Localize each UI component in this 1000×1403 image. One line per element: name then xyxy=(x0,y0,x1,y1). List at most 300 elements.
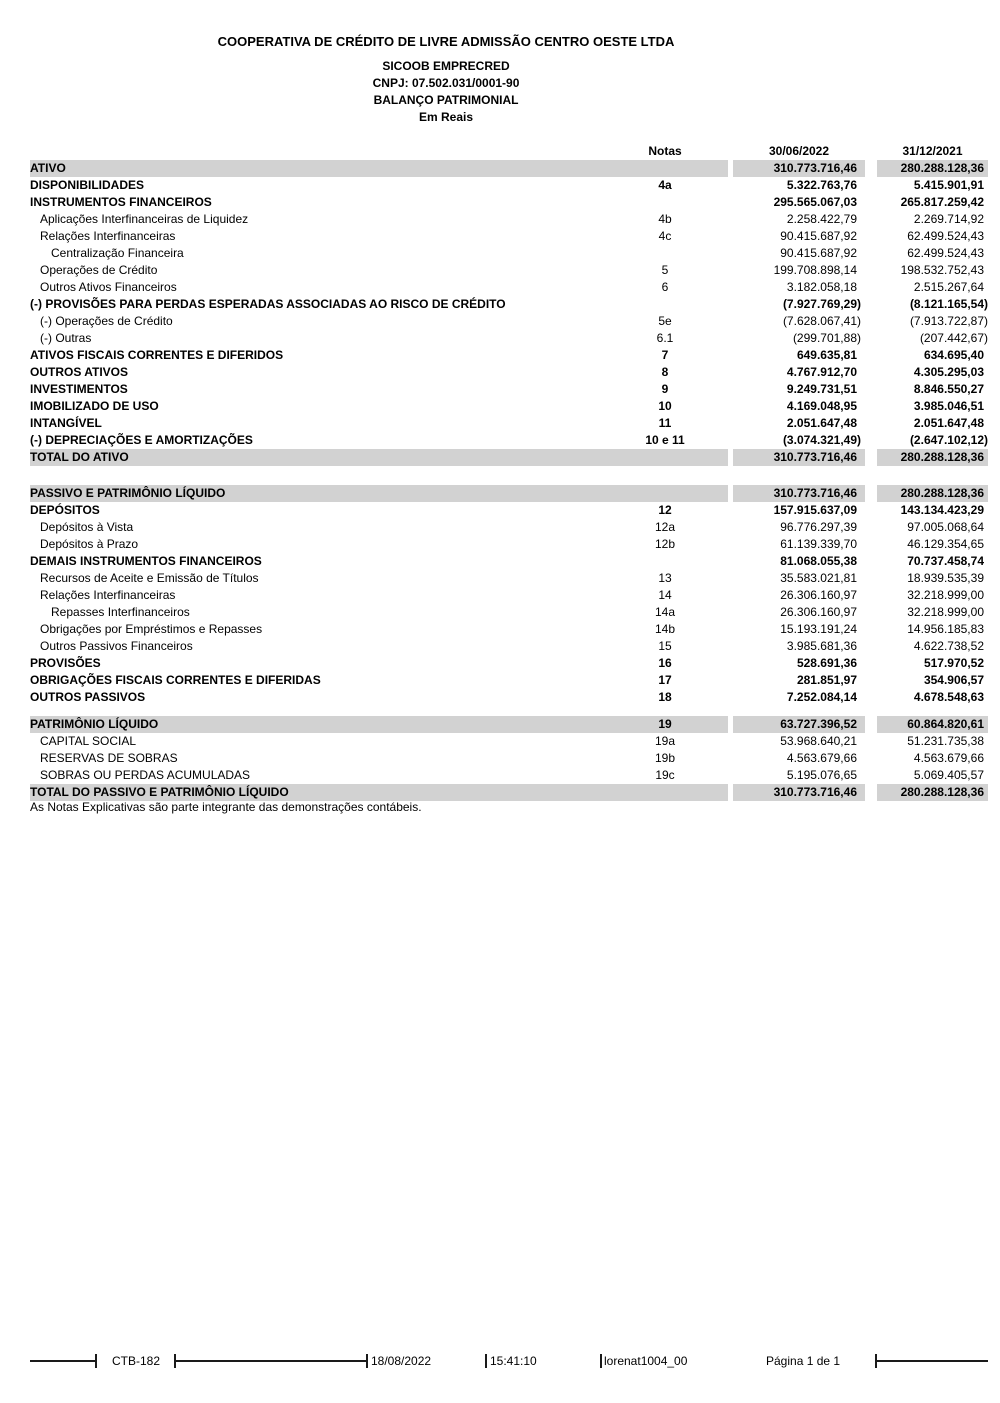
value-text: 4.563.679,66 xyxy=(913,751,984,765)
row-label: OBRIGAÇÕES FISCAIS CORRENTES E DIFERIDAS xyxy=(30,673,321,687)
row-value-period2 xyxy=(877,177,988,194)
row-value-period2 xyxy=(877,245,988,262)
row-label-cell xyxy=(30,587,728,604)
value-text: 4.169.048,95 xyxy=(786,399,857,413)
value-text: 96.776.297,39 xyxy=(780,520,857,534)
value-text: 2.051.647,48 xyxy=(786,416,857,430)
row-note-ref: 14a xyxy=(654,605,676,619)
row-label: SOBRAS OU PERDAS ACUMULADAS xyxy=(40,768,251,782)
footer-tick xyxy=(366,1354,368,1368)
row-label-cell xyxy=(30,296,728,313)
row-note-ref: 4b xyxy=(658,212,672,226)
row-value-period1 xyxy=(733,485,865,502)
row-label: INTANGÍVEL xyxy=(30,416,102,430)
value-text: 310.773.716,46 xyxy=(773,785,857,799)
row-label-cell xyxy=(30,211,728,228)
row-value-period1 xyxy=(733,228,865,245)
table-row xyxy=(30,733,988,750)
row-value-period1 xyxy=(733,672,865,689)
table-row xyxy=(30,364,988,381)
row-label: OUTROS ATIVOS xyxy=(30,365,129,379)
cnpj: CNPJ: 07.502.031/0001-90 xyxy=(372,76,520,90)
row-label-cell xyxy=(30,519,728,536)
row-value-period2 xyxy=(877,279,988,296)
row-value-period1 xyxy=(733,432,865,449)
value-text: 198.532.752,43 xyxy=(900,263,984,277)
table-row xyxy=(30,638,988,655)
row-value-period1 xyxy=(733,716,865,733)
value-text: 281.851,97 xyxy=(796,673,857,687)
row-label: TOTAL DO PASSIVO E PATRIMÔNIO LÍQUIDO xyxy=(30,785,289,799)
row-label: INVESTIMENTOS xyxy=(30,382,128,396)
value-text: (7.913.722,87) xyxy=(909,314,988,328)
row-note-ref: 10 e 11 xyxy=(645,433,685,447)
value-text: 2.269.714,92 xyxy=(913,212,984,226)
value-text: 4.767.912,70 xyxy=(786,365,857,379)
value-text: 4.563.679,66 xyxy=(786,751,857,765)
row-note-ref: 12a xyxy=(654,520,676,534)
row-value-period1 xyxy=(733,570,865,587)
row-value-period2 xyxy=(877,716,988,733)
row-note-ref: 5 xyxy=(661,263,669,277)
row-label: Recursos de Aceite e Emissão de Títulos xyxy=(40,571,259,585)
value-text: 354.906,57 xyxy=(923,673,984,687)
row-note-ref: 19 xyxy=(658,717,672,731)
table-row xyxy=(30,160,988,177)
row-label-cell xyxy=(30,733,728,750)
row-note-ref: 4c xyxy=(658,229,672,243)
value-text: 157.915.637,09 xyxy=(773,503,857,517)
row-value-period1 xyxy=(733,245,865,262)
row-label-cell xyxy=(30,638,728,655)
row-value-period1 xyxy=(733,381,865,398)
row-value-period1 xyxy=(733,160,865,177)
row-label-cell xyxy=(30,750,728,767)
table-row xyxy=(30,449,988,466)
row-value-period1 xyxy=(733,415,865,432)
footer-tick xyxy=(485,1354,487,1368)
footer-rule-mid xyxy=(176,1360,367,1362)
table-row xyxy=(30,750,988,767)
value-text: (299.701,88) xyxy=(792,331,861,345)
value-text: 517.970,52 xyxy=(923,656,984,670)
row-value-period2 xyxy=(877,228,988,245)
table-row xyxy=(30,621,988,638)
table-row xyxy=(30,485,988,502)
table-row xyxy=(30,398,988,415)
row-value-period1 xyxy=(733,655,865,672)
row-label-cell xyxy=(30,245,728,262)
value-text: (7.628.067,41) xyxy=(782,314,861,328)
row-note-ref: 15 xyxy=(658,639,672,653)
row-label: Outros Passivos Financeiros xyxy=(40,639,193,653)
value-text: 32.218.999,00 xyxy=(907,588,984,602)
row-value-period2 xyxy=(877,570,988,587)
value-text: 26.306.160,97 xyxy=(780,588,857,602)
table-row xyxy=(30,177,988,194)
table-spacer xyxy=(30,706,988,716)
row-note-ref: 19b xyxy=(654,751,676,765)
row-note-ref: 13 xyxy=(658,571,672,585)
value-text: 280.288.128,36 xyxy=(900,486,984,500)
row-value-period2 xyxy=(877,587,988,604)
table-row xyxy=(30,347,988,364)
table-row xyxy=(30,784,988,801)
value-text: 62.499.524,43 xyxy=(907,229,984,243)
table-row xyxy=(30,313,988,330)
row-value-period1 xyxy=(733,449,865,466)
value-text: 3.182.058,18 xyxy=(786,280,857,294)
value-text: 15.193.191,24 xyxy=(780,622,857,636)
row-value-period2 xyxy=(877,767,988,784)
footer-report-code: CTB-182 xyxy=(112,1354,161,1368)
table-row xyxy=(30,604,988,621)
value-text: 7.252.084,14 xyxy=(786,690,857,704)
row-value-period1 xyxy=(733,279,865,296)
row-value-period2 xyxy=(877,449,988,466)
column-header-notes: Notas xyxy=(648,144,682,158)
row-label-cell xyxy=(30,621,728,638)
row-value-period1 xyxy=(733,604,865,621)
column-header-period1: 30/06/2022 xyxy=(768,144,830,158)
row-label-cell xyxy=(30,398,728,415)
value-text: 3.985.681,36 xyxy=(786,639,857,653)
table-row xyxy=(30,519,988,536)
row-label-cell xyxy=(30,364,728,381)
value-text: 528.691,36 xyxy=(796,656,857,670)
row-note-ref: 14b xyxy=(654,622,676,636)
row-note-ref: 14 xyxy=(658,588,672,602)
value-text: 9.249.731,51 xyxy=(786,382,857,396)
value-text: 143.134.423,29 xyxy=(900,503,984,517)
footer-tick xyxy=(95,1354,97,1368)
row-label: (-) Outras xyxy=(40,331,92,345)
row-note-ref: 5e xyxy=(658,314,672,328)
header-label-cell xyxy=(30,143,728,160)
value-text: 295.565.067,03 xyxy=(773,195,857,209)
row-label-cell xyxy=(30,432,728,449)
row-label-cell xyxy=(30,160,728,177)
row-note-ref: 10 xyxy=(658,399,672,413)
value-text: 53.968.640,21 xyxy=(780,734,857,748)
row-label: DEMAIS INSTRUMENTOS FINANCEIROS xyxy=(30,554,262,568)
row-label-cell xyxy=(30,655,728,672)
footer-time: 15:41:10 xyxy=(490,1354,537,1368)
row-label: PROVISÕES xyxy=(30,656,101,670)
row-label: Depósitos à Prazo xyxy=(40,537,139,551)
row-value-period2 xyxy=(877,211,988,228)
row-note-ref: 16 xyxy=(658,656,672,670)
row-value-period1 xyxy=(733,750,865,767)
row-label-cell xyxy=(30,262,728,279)
value-text: 35.583.021,81 xyxy=(780,571,857,585)
value-text: 5.322.763,76 xyxy=(786,178,857,192)
report-title: BALANÇO PATRIMONIAL xyxy=(373,93,519,107)
column-header-period2: 31/12/2021 xyxy=(902,144,963,158)
table-row xyxy=(30,381,988,398)
value-text: 70.737.458,74 xyxy=(907,554,984,568)
table-row xyxy=(30,689,988,706)
footer-rule-right xyxy=(877,1360,988,1362)
row-label: DISPONIBILIDADES xyxy=(30,178,145,192)
row-value-period1 xyxy=(733,638,865,655)
row-label: INSTRUMENTOS FINANCEIROS xyxy=(30,195,212,209)
row-value-period2 xyxy=(877,262,988,279)
table-row xyxy=(30,296,988,313)
row-value-period2 xyxy=(877,485,988,502)
value-text: (7.927.769,29) xyxy=(782,297,861,311)
row-note-ref: 11 xyxy=(658,416,672,430)
row-label-cell xyxy=(30,485,728,502)
row-value-period2 xyxy=(877,750,988,767)
value-text: 46.129.354,65 xyxy=(907,537,984,551)
row-value-period1 xyxy=(733,347,865,364)
row-note-ref: 12 xyxy=(658,503,672,517)
footer-rule-left xyxy=(30,1360,95,1362)
value-text: 60.864.820,61 xyxy=(907,717,984,731)
row-value-period1 xyxy=(733,621,865,638)
row-label: RESERVAS DE SOBRAS xyxy=(40,751,178,765)
value-text: 97.005.068,64 xyxy=(907,520,984,534)
row-value-period2 xyxy=(877,638,988,655)
row-label-cell xyxy=(30,767,728,784)
row-label: Obrigações por Empréstimos e Repasses xyxy=(40,622,263,636)
row-value-period2 xyxy=(877,432,988,449)
row-label-cell xyxy=(30,784,728,801)
table-row xyxy=(30,502,988,519)
row-label-cell xyxy=(30,415,728,432)
value-text: 649.635,81 xyxy=(796,348,857,362)
row-value-period2 xyxy=(877,655,988,672)
row-note-ref: 8 xyxy=(661,365,669,379)
table-row xyxy=(30,716,988,733)
row-value-period2 xyxy=(877,415,988,432)
row-label: DEPÓSITOS xyxy=(30,503,100,517)
row-note-ref: 4a xyxy=(658,178,672,192)
row-value-period1 xyxy=(733,296,865,313)
row-label: Operações de Crédito xyxy=(40,263,158,277)
row-label-cell xyxy=(30,672,728,689)
value-text: 280.288.128,36 xyxy=(900,785,984,799)
row-value-period2 xyxy=(877,689,988,706)
row-label: Repasses Interfinanceiros xyxy=(51,605,190,619)
row-label-cell xyxy=(30,177,728,194)
footer-user: lorenat1004_00 xyxy=(604,1354,688,1368)
table-row xyxy=(30,194,988,211)
row-label: IMOBILIZADO DE USO xyxy=(30,399,159,413)
value-text: 63.727.396,52 xyxy=(780,717,857,731)
value-text: (3.074.321,49) xyxy=(782,433,861,447)
table-row xyxy=(30,536,988,553)
value-text: 90.415.687,92 xyxy=(780,246,857,260)
row-value-period1 xyxy=(733,364,865,381)
footer-tick xyxy=(174,1354,176,1368)
value-text: 5.195.076,65 xyxy=(786,768,857,782)
row-note-ref: 19c xyxy=(655,768,675,782)
footnote: As Notas Explicativas são parte integrante das demonstrações contábeis. xyxy=(30,800,422,814)
row-value-period2 xyxy=(877,553,988,570)
footer-date: 18/08/2022 xyxy=(371,1354,432,1368)
value-text: 61.139.339,70 xyxy=(780,537,857,551)
row-value-period1 xyxy=(733,553,865,570)
row-note-ref: 12b xyxy=(654,537,676,551)
value-text: 199.708.898,14 xyxy=(773,263,857,277)
row-value-period2 xyxy=(877,160,988,177)
value-text: 26.306.160,97 xyxy=(780,605,857,619)
row-note-ref: 18 xyxy=(658,690,672,704)
row-value-period1 xyxy=(733,767,865,784)
row-label: Relações Interfinanceiras xyxy=(40,229,176,243)
row-value-period1 xyxy=(733,313,865,330)
table-row xyxy=(30,415,988,432)
table-row xyxy=(30,432,988,449)
row-label-cell xyxy=(30,604,728,621)
row-value-period1 xyxy=(733,194,865,211)
table-rows xyxy=(30,160,988,801)
row-label: PASSIVO E PATRIMÔNIO LÍQUIDO xyxy=(30,486,226,500)
row-value-period1 xyxy=(733,519,865,536)
value-text: 81.068.055,38 xyxy=(780,554,857,568)
row-label-cell xyxy=(30,313,728,330)
row-label-cell xyxy=(30,536,728,553)
table-spacer xyxy=(30,466,988,485)
row-value-period2 xyxy=(877,381,988,398)
row-value-period2 xyxy=(877,347,988,364)
row-note-ref: 9 xyxy=(661,382,669,396)
value-text: 2.258.422,79 xyxy=(786,212,857,226)
value-text: 2.051.647,48 xyxy=(913,416,984,430)
value-text: 90.415.687,92 xyxy=(780,229,857,243)
row-value-period2 xyxy=(877,398,988,415)
row-label: TOTAL DO ATIVO xyxy=(30,450,129,464)
footer-page-number: Página 1 de 1 xyxy=(766,1354,841,1368)
row-label-cell xyxy=(30,570,728,587)
row-label: ATIVOS FISCAIS CORRENTES E DIFERIDOS xyxy=(30,348,284,362)
row-note-ref: 19a xyxy=(654,734,676,748)
row-value-period1 xyxy=(733,177,865,194)
row-label: Relações Interfinanceiras xyxy=(40,588,176,602)
value-text: 634.695,40 xyxy=(923,348,984,362)
value-text: 14.956.185,83 xyxy=(907,622,984,636)
value-text: 310.773.716,46 xyxy=(773,161,857,175)
row-label: Centralização Financeira xyxy=(51,246,184,260)
row-label: ATIVO xyxy=(30,161,66,175)
value-text: 62.499.524,43 xyxy=(907,246,984,260)
table-row xyxy=(30,279,988,296)
row-value-period2 xyxy=(877,621,988,638)
value-text: 18.939.535,39 xyxy=(907,571,984,585)
row-label-cell xyxy=(30,330,728,347)
value-text: 32.218.999,00 xyxy=(907,605,984,619)
row-label: Outros Ativos Financeiros xyxy=(40,280,177,294)
row-value-period1 xyxy=(733,330,865,347)
row-label: (-) DEPRECIAÇÕES E AMORTIZAÇÕES xyxy=(30,433,253,447)
document-header xyxy=(0,34,892,126)
row-value-period2 xyxy=(877,733,988,750)
value-text: 310.773.716,46 xyxy=(773,450,857,464)
row-note-ref: 17 xyxy=(658,673,672,687)
row-label-cell xyxy=(30,347,728,364)
footer-tick xyxy=(875,1354,877,1368)
row-label-cell xyxy=(30,279,728,296)
value-text: 5.415.901,91 xyxy=(913,178,984,192)
row-label-cell xyxy=(30,228,728,245)
row-label-cell xyxy=(30,381,728,398)
table-header-row xyxy=(30,143,988,160)
row-value-period2 xyxy=(877,519,988,536)
row-value-period1 xyxy=(733,784,865,801)
row-note-ref: 6.1 xyxy=(656,331,674,345)
row-value-period1 xyxy=(733,262,865,279)
row-label-cell xyxy=(30,553,728,570)
table-row xyxy=(30,553,988,570)
row-value-period1 xyxy=(733,502,865,519)
value-text: 280.288.128,36 xyxy=(900,450,984,464)
row-value-period1 xyxy=(733,733,865,750)
value-text: 265.817.259,42 xyxy=(900,195,984,209)
footer-tick xyxy=(600,1354,602,1368)
row-label: Aplicações Interfinanceiras de Liquidez xyxy=(40,212,249,226)
value-text: 4.622.738,52 xyxy=(913,639,984,653)
row-value-period2 xyxy=(877,364,988,381)
row-label-cell xyxy=(30,194,728,211)
row-label: CAPITAL SOCIAL xyxy=(40,734,137,748)
value-text: (8.121.165,54) xyxy=(909,297,988,311)
value-text: 8.846.550,27 xyxy=(913,382,984,396)
row-value-period2 xyxy=(877,502,988,519)
value-text: 5.069.405,57 xyxy=(913,768,984,782)
row-label: (-) Operações de Crédito xyxy=(40,314,173,328)
row-label: Depósitos à Vista xyxy=(40,520,134,534)
row-value-period2 xyxy=(877,672,988,689)
value-text: 4.678.548,63 xyxy=(913,690,984,704)
row-label: OUTROS PASSIVOS xyxy=(30,690,146,704)
row-value-period1 xyxy=(733,398,865,415)
row-value-period1 xyxy=(733,689,865,706)
value-text: 310.773.716,46 xyxy=(773,486,857,500)
row-label-cell xyxy=(30,689,728,706)
table-row xyxy=(30,245,988,262)
row-value-period2 xyxy=(877,313,988,330)
row-value-period2 xyxy=(877,296,988,313)
row-note-ref: 7 xyxy=(661,348,669,362)
row-value-period2 xyxy=(877,330,988,347)
row-note-ref: 6 xyxy=(661,280,669,294)
table-row xyxy=(30,228,988,245)
row-value-period2 xyxy=(877,784,988,801)
row-label-cell xyxy=(30,502,728,519)
table-row xyxy=(30,587,988,604)
value-text: (2.647.102,12) xyxy=(909,433,988,447)
table-row xyxy=(30,672,988,689)
value-text: 2.515.267,64 xyxy=(913,280,984,294)
row-value-period1 xyxy=(733,587,865,604)
row-value-period2 xyxy=(877,536,988,553)
row-value-period2 xyxy=(877,194,988,211)
table-row xyxy=(30,570,988,587)
value-text: (207.442,67) xyxy=(919,331,988,345)
table-row xyxy=(30,262,988,279)
currency-note: Em Reais xyxy=(418,110,474,124)
row-label: (-) PROVISÕES PARA PERDAS ESPERADAS ASSOCIADAS AO RISCO DE CRÉDITO xyxy=(30,297,506,311)
table-row xyxy=(30,767,988,784)
trade-name: SICOOB EMPRECRED xyxy=(382,59,510,73)
row-label-cell xyxy=(30,449,728,466)
row-value-period1 xyxy=(733,211,865,228)
value-text: 51.231.735,38 xyxy=(907,734,984,748)
table-row xyxy=(30,211,988,228)
table-row xyxy=(30,655,988,672)
